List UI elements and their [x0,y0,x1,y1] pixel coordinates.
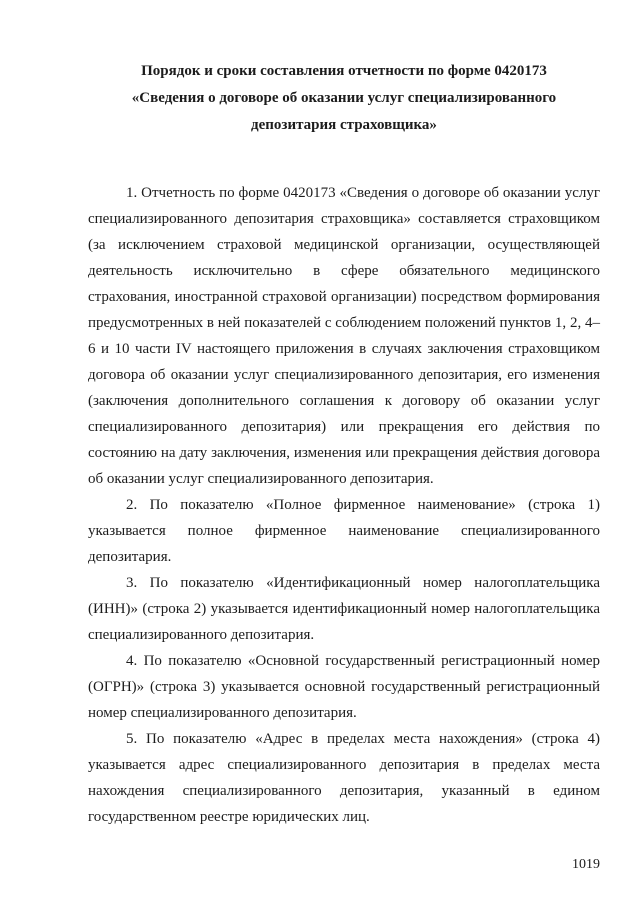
document-body [88,180,600,830]
paragraph-5: 5. По показателю «Адрес в пределах места нахождения» (строка 4) указывается адрес специализированного депозитария в пределах места нахождения специализированного депозитария, указанный в едином государственном реестре юридических лиц. [88,731,600,825]
paragraph-1: 1. Отчетность по форме 0420173 «Сведения о договоре об оказании услуг специализированного депозитария страховщика» составляется страховщиком (за исключением страховой медицинской организации, осуществляющей деятельность исключительно в сфере обязательного медицинского страхования, иностранной страховой организации) посредством формирования предусмотренных в ней показателей с соблюдением положений пунктов 1, 2, 4–6 и 10 части IV настоящего приложения в случаях заключения страховщиком договора об оказании услуг специализированного депозитария, его изменения (заключения дополнительного соглашения к договору об оказании услуг специализированного депозитария) или прекращения его действия по состоянию на дату заключения, изменения или прекращения действия договора об оказании услуг специализированного депозитария. [88,185,600,487]
page-number: 1019 [572,857,600,872]
paragraph-2: 2. По показателю «Полное фирменное наименование» (строка 1) указывается полное фирменное наименование специализированного депозитария. [88,497,600,565]
title-line: «Сведения о договоре об оказании услуг специализированного [131,90,557,106]
title-line: депозитария страховщика» [251,117,437,133]
paragraph-3: 3. По показателю «Идентификационный номер налогоплательщика (ИНН)» (строка 2) указывается идентификационный номер налогоплательщика специализированного депозитария. [88,575,600,643]
document-content [88,58,600,830]
title-line: Порядок и сроки составления отчетности по форме 0420173 [141,63,547,79]
paragraph-4: 4. По показателю «Основной государственный регистрационный номер (ОГРН)» (строка 3) указывается основной государственный регистрационный номер специализированного депозитария. [88,653,600,721]
document-title [88,58,600,139]
